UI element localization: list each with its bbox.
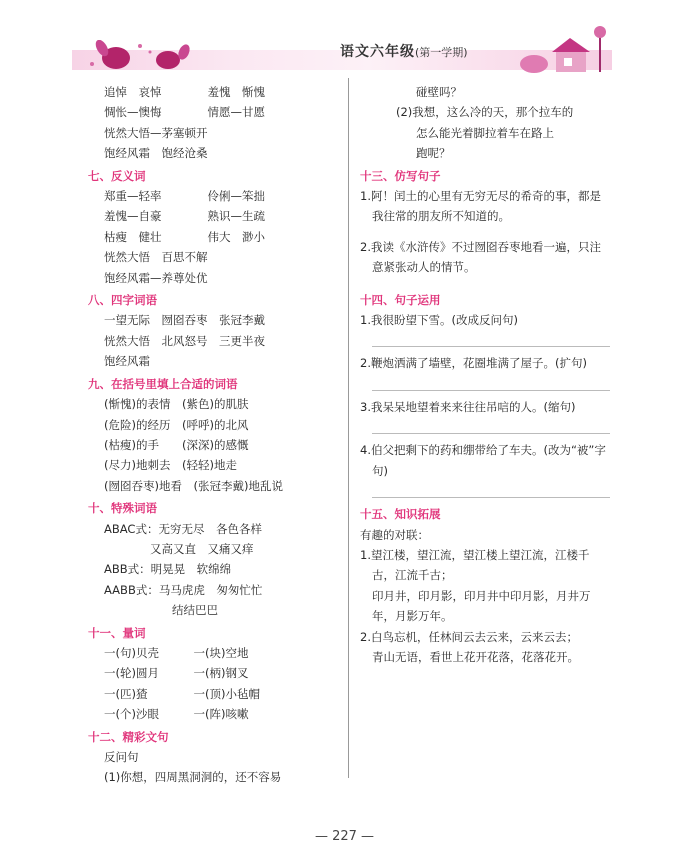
house-decoration bbox=[512, 24, 612, 74]
text-line: 一(句)贝壳 一(块)空地 bbox=[104, 645, 249, 660]
text-line: 2.鞭炮洒满了墙壁，花圈堆满了屋子。(扩句) bbox=[360, 356, 587, 371]
text-line: 追悼 哀悼 羞愧 惭愧 bbox=[104, 85, 265, 99]
section-heading: 十二、精彩文句 bbox=[88, 729, 169, 744]
right-column bbox=[360, 82, 610, 667]
text-line: (2)我想，这么冷的天，那个拉车的 bbox=[396, 105, 574, 120]
flower-decoration-left bbox=[80, 40, 210, 74]
text-line: 一(轮)圆月 一(柄)钢叉 bbox=[104, 666, 249, 681]
text-line: ABAC式：无穷无尽 各色各样 bbox=[104, 521, 262, 536]
text-line: 1.阿！闰土的心里有无穷无尽的希奇的事，都是我往常的朋友所不知道的。 bbox=[360, 189, 601, 224]
text-line: 饱经风霜—养尊处优 bbox=[104, 270, 208, 285]
text-line: 一(匹)猹 一(顶)小毡帽 bbox=[104, 686, 260, 701]
text-line: 3.我呆呆地望着来来往往吊唁的人。(缩句) bbox=[360, 399, 576, 414]
text-line: AABB式：马马虎虎 匆匆忙忙 bbox=[104, 582, 263, 597]
text-line: ABB式：明晃晃 软绵绵 bbox=[104, 562, 232, 577]
text-line: 又高又直 又痛又痒 bbox=[150, 541, 254, 556]
text-line: (囫囵吞枣)地看 (张冠李戴)地乱说 bbox=[104, 478, 283, 493]
text-line: 恍然大悟 北风怒号 三更半夜 bbox=[104, 333, 265, 348]
column-divider bbox=[348, 78, 349, 778]
left-column bbox=[88, 82, 340, 788]
text-line: 枯瘦 健壮 伟大 渺小 bbox=[104, 229, 265, 244]
page-header bbox=[72, 40, 612, 74]
text-line: (1)你想，四周黑洞洞的，还不容易 bbox=[104, 770, 282, 785]
section-heading: 七、反义词 bbox=[88, 168, 146, 183]
answer-line[interactable] bbox=[372, 380, 610, 391]
answer-line[interactable] bbox=[372, 487, 610, 498]
text-line: (尽力)地刺去 (轻轻)地走 bbox=[104, 458, 237, 473]
text-line: 2.我读《水浒传》不过囫囵吞枣地看一遍，只注意紧张动人的情节。 bbox=[360, 239, 601, 275]
text-line: 跑呢？ bbox=[416, 146, 451, 161]
text-line: (惭愧)的表情 (紫色)的肌肤 bbox=[104, 397, 249, 412]
text-line: 郑重—轻率 伶俐—笨拙 bbox=[104, 189, 265, 204]
text-line: 恍然大悟—茅塞顿开 bbox=[104, 125, 208, 140]
section-heading: 十、特殊词语 bbox=[88, 501, 157, 516]
text-line: 有趣的对联： bbox=[360, 527, 429, 542]
answer-line[interactable] bbox=[372, 423, 610, 434]
text-line: (枯瘦)的手 (深深)的感慨 bbox=[104, 437, 249, 452]
section-heading: 八、四字词语 bbox=[88, 293, 157, 308]
text-line: 1.望江楼，望江流，望江楼上望江流，江楼千古，江流千古； bbox=[360, 547, 590, 583]
page-title: 语文六年级(第一学期) bbox=[340, 44, 468, 60]
text-line: 结结巴巴 bbox=[172, 603, 218, 618]
section-heading: 十一、量词 bbox=[88, 625, 146, 640]
section-heading: 十五、知识拓展 bbox=[360, 507, 441, 522]
text-line: 4.伯父把剩下的药和绷带给了车夫。(改为“被”字句) bbox=[360, 443, 606, 478]
text-line: 碰壁吗？ bbox=[416, 85, 462, 99]
text-line: 饱经风霜 bbox=[104, 354, 150, 369]
text-line: 一(个)沙眼 一(阵)咳嗽 bbox=[104, 707, 249, 722]
text-line: (危险)的经历 (呼呼)的北风 bbox=[104, 417, 249, 432]
answer-line[interactable] bbox=[372, 336, 610, 347]
text-line: 2.白鸟忘机，任林间云去云来，云来云去； bbox=[360, 629, 578, 644]
text-line: 怎么能光着脚拉着车在路上 bbox=[416, 125, 554, 140]
text-line: 1.我很盼望下雪。(改成反问句) bbox=[360, 313, 518, 328]
text-line: 恍然大悟 百思不解 bbox=[104, 250, 208, 265]
section-heading: 十三、仿写句子 bbox=[360, 168, 441, 183]
section-heading: 九、在括号里填上合适的词语 bbox=[88, 376, 238, 391]
text-line: 青山无语，看世上花开花落，花落花开。 bbox=[372, 649, 579, 664]
text-line: 羞愧—自豪 熟识—生疏 bbox=[104, 209, 265, 224]
text-line: 印月井，印月影，印月井中印月影，月井万年，月影万年。 bbox=[372, 588, 591, 624]
text-line: 惆怅—懊悔 情愿—甘愿 bbox=[104, 105, 265, 120]
text-line: 反问句 bbox=[104, 750, 139, 764]
section-heading: 十四、句子运用 bbox=[360, 292, 441, 307]
page-number: — 227 — bbox=[314, 829, 375, 844]
text-line: 饱经风霜 饱经沧桑 bbox=[104, 146, 208, 161]
text-line: 一望无际 囫囵吞枣 张冠李戴 bbox=[104, 313, 265, 328]
